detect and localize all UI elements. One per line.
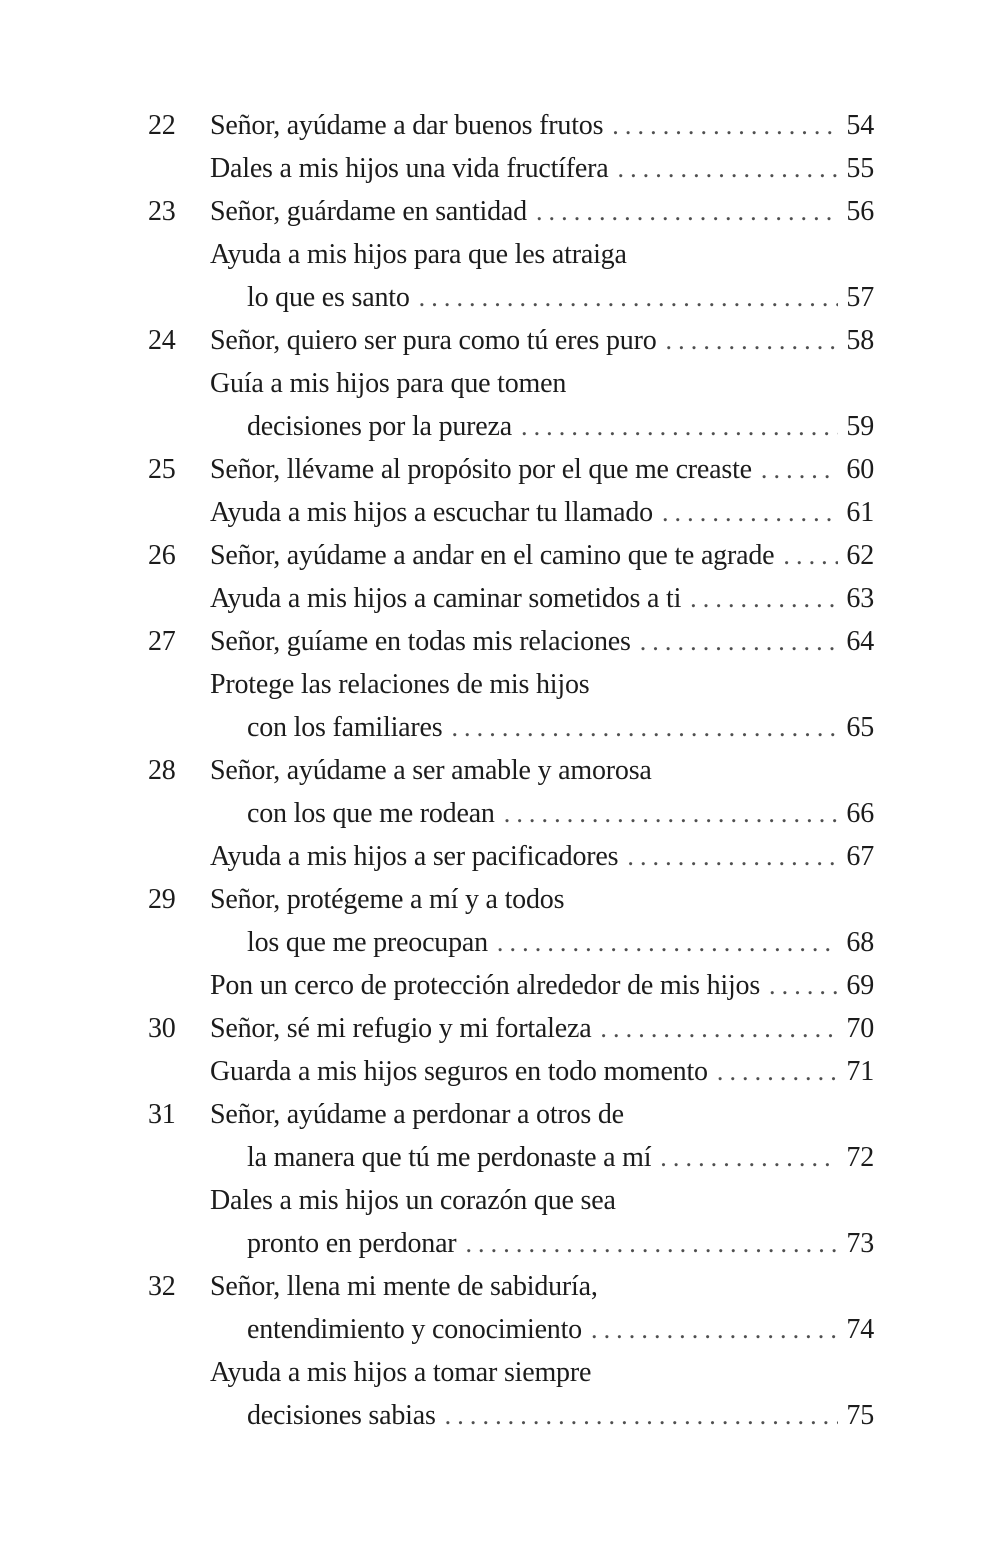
page-number: 63	[846, 583, 874, 614]
table-of-contents	[148, 104, 874, 1437]
toc-line	[148, 1093, 874, 1136]
toc-line	[148, 792, 874, 835]
chapter-number: 24	[148, 325, 176, 356]
dot-leader	[591, 1007, 838, 1050]
toc-line	[148, 663, 874, 706]
toc-line	[148, 620, 874, 663]
chapter-number: 25	[148, 454, 176, 485]
toc-line-text: Guía a mis hijos para que tomen	[210, 368, 567, 399]
toc-line	[148, 319, 874, 362]
toc-line-text: lo que es santo	[247, 282, 410, 313]
toc-line-text: Dales a mis hijos una vida fructífera	[210, 153, 609, 184]
toc-line-text: Señor, ayúdame a perdonar a otros de	[210, 1099, 624, 1130]
toc-line	[148, 964, 874, 1007]
dot-leader	[527, 190, 838, 233]
toc-line	[148, 1007, 874, 1050]
dot-leader	[631, 620, 838, 663]
page-number: 69	[846, 970, 874, 1001]
chapter-number: 31	[148, 1099, 176, 1130]
toc-line-text: Señor, ayúdame a ser amable y amorosa	[210, 755, 652, 786]
toc-line-text: la manera que tú me perdonaste a mí	[247, 1142, 652, 1173]
toc-line	[148, 1308, 874, 1351]
page-number: 58	[846, 325, 874, 356]
toc-line-text: decisiones por la pureza	[247, 411, 512, 442]
page-number: 70	[846, 1013, 874, 1044]
chapter-number: 27	[148, 626, 176, 657]
toc-line-text: Ayuda a mis hijos a ser pacificadores	[210, 841, 619, 872]
toc-line	[148, 104, 874, 147]
page-number: 68	[846, 927, 874, 958]
toc-line-text: con los familiares	[247, 712, 443, 743]
toc-line	[148, 190, 874, 233]
dot-leader	[760, 964, 838, 1007]
dot-leader	[608, 147, 838, 190]
dot-leader	[436, 1394, 838, 1437]
toc-line-text: con los que me rodean	[247, 798, 495, 829]
toc-line	[148, 276, 874, 319]
toc-line-text: Señor, quiero ser pura como tú eres puro	[210, 325, 657, 356]
dot-leader	[456, 1222, 838, 1265]
dot-leader	[495, 792, 838, 835]
dot-leader	[603, 104, 838, 147]
dot-leader	[708, 1050, 838, 1093]
dot-leader	[442, 706, 838, 749]
page-number: 74	[846, 1314, 874, 1345]
page-number: 55	[846, 153, 874, 184]
toc-line-text: Ayuda a mis hijos a caminar sometidos a ti	[210, 583, 682, 614]
toc-line	[148, 1394, 874, 1437]
toc-line-text: entendimiento y conocimiento	[247, 1314, 582, 1345]
toc-line	[148, 362, 874, 405]
toc-line	[148, 1351, 874, 1394]
toc-line-text: los que me preocupan	[247, 927, 488, 958]
dot-leader	[618, 835, 838, 878]
dot-leader	[752, 448, 838, 491]
toc-line-text: Señor, llena mi mente de sabiduría,	[210, 1271, 598, 1302]
page-number: 72	[846, 1142, 874, 1173]
dot-leader	[653, 491, 838, 534]
toc-line-text: Señor, ayúdame a andar en el camino que te agrade	[210, 540, 775, 571]
toc-line-text: Señor, llévame al propósito por el que me creaste	[210, 454, 752, 485]
toc-line	[148, 1222, 874, 1265]
page-number: 75	[846, 1400, 874, 1431]
toc-line-text: Señor, guárdame en santidad	[210, 196, 527, 227]
dot-leader	[651, 1136, 838, 1179]
page-number: 73	[846, 1228, 874, 1259]
toc-line	[148, 921, 874, 964]
toc-line-text: Pon un cerco de protección alrededor de mis hijos	[210, 970, 761, 1001]
toc-line	[148, 1050, 874, 1093]
toc-line	[148, 534, 874, 577]
toc-line	[148, 706, 874, 749]
dot-leader	[681, 577, 838, 620]
toc-line	[148, 405, 874, 448]
chapter-number: 23	[148, 196, 176, 227]
toc-line-text: Señor, sé mi refugio y mi fortaleza	[210, 1013, 592, 1044]
page-number: 65	[846, 712, 874, 743]
page-number: 54	[846, 110, 874, 141]
toc-line-text: Guarda a mis hijos seguros en todo momento	[210, 1056, 708, 1087]
toc-line-text: Ayuda a mis hijos a tomar siempre	[210, 1357, 592, 1388]
page-number: 60	[846, 454, 874, 485]
toc-line	[148, 1265, 874, 1308]
page-number: 61	[846, 497, 874, 528]
chapter-number: 28	[148, 755, 176, 786]
toc-line-text: Señor, protégeme a mí y a todos	[210, 884, 565, 915]
toc-line-text: Protege las relaciones de mis hijos	[210, 669, 590, 700]
page-number: 59	[846, 411, 874, 442]
chapter-number: 32	[148, 1271, 176, 1302]
toc-line-text: Dales a mis hijos un corazón que sea	[210, 1185, 616, 1216]
toc-line	[148, 1136, 874, 1179]
toc-line	[148, 1179, 874, 1222]
chapter-number: 29	[148, 884, 176, 915]
dot-leader	[488, 921, 838, 964]
dot-leader	[774, 534, 838, 577]
toc-line-text: Señor, ayúdame a dar buenos frutos	[210, 110, 604, 141]
toc-line	[148, 491, 874, 534]
toc-line-text: decisiones sabias	[247, 1400, 436, 1431]
chapter-number: 22	[148, 110, 176, 141]
chapter-number: 30	[148, 1013, 176, 1044]
toc-line	[148, 577, 874, 620]
page-number: 62	[846, 540, 874, 571]
toc-line	[148, 749, 874, 792]
dot-leader	[410, 276, 838, 319]
dot-leader	[657, 319, 838, 362]
toc-line-text: Ayuda a mis hijos para que les atraiga	[210, 239, 627, 270]
chapter-number: 26	[148, 540, 176, 571]
toc-line-text: Ayuda a mis hijos a escuchar tu llamado	[210, 497, 653, 528]
toc-line	[148, 448, 874, 491]
page-number: 71	[846, 1056, 874, 1087]
toc-line	[148, 147, 874, 190]
page-number: 66	[846, 798, 874, 829]
page-number: 56	[846, 196, 874, 227]
page-number: 57	[846, 282, 874, 313]
toc-line	[148, 878, 874, 921]
toc-line-text: Señor, guíame en todas mis relaciones	[210, 626, 631, 657]
page-number: 67	[846, 841, 874, 872]
toc-line	[148, 233, 874, 276]
dot-leader	[582, 1308, 838, 1351]
toc-line-text: pronto en perdonar	[247, 1228, 457, 1259]
page-number: 64	[846, 626, 874, 657]
toc-line	[148, 835, 874, 878]
dot-leader	[512, 405, 838, 448]
